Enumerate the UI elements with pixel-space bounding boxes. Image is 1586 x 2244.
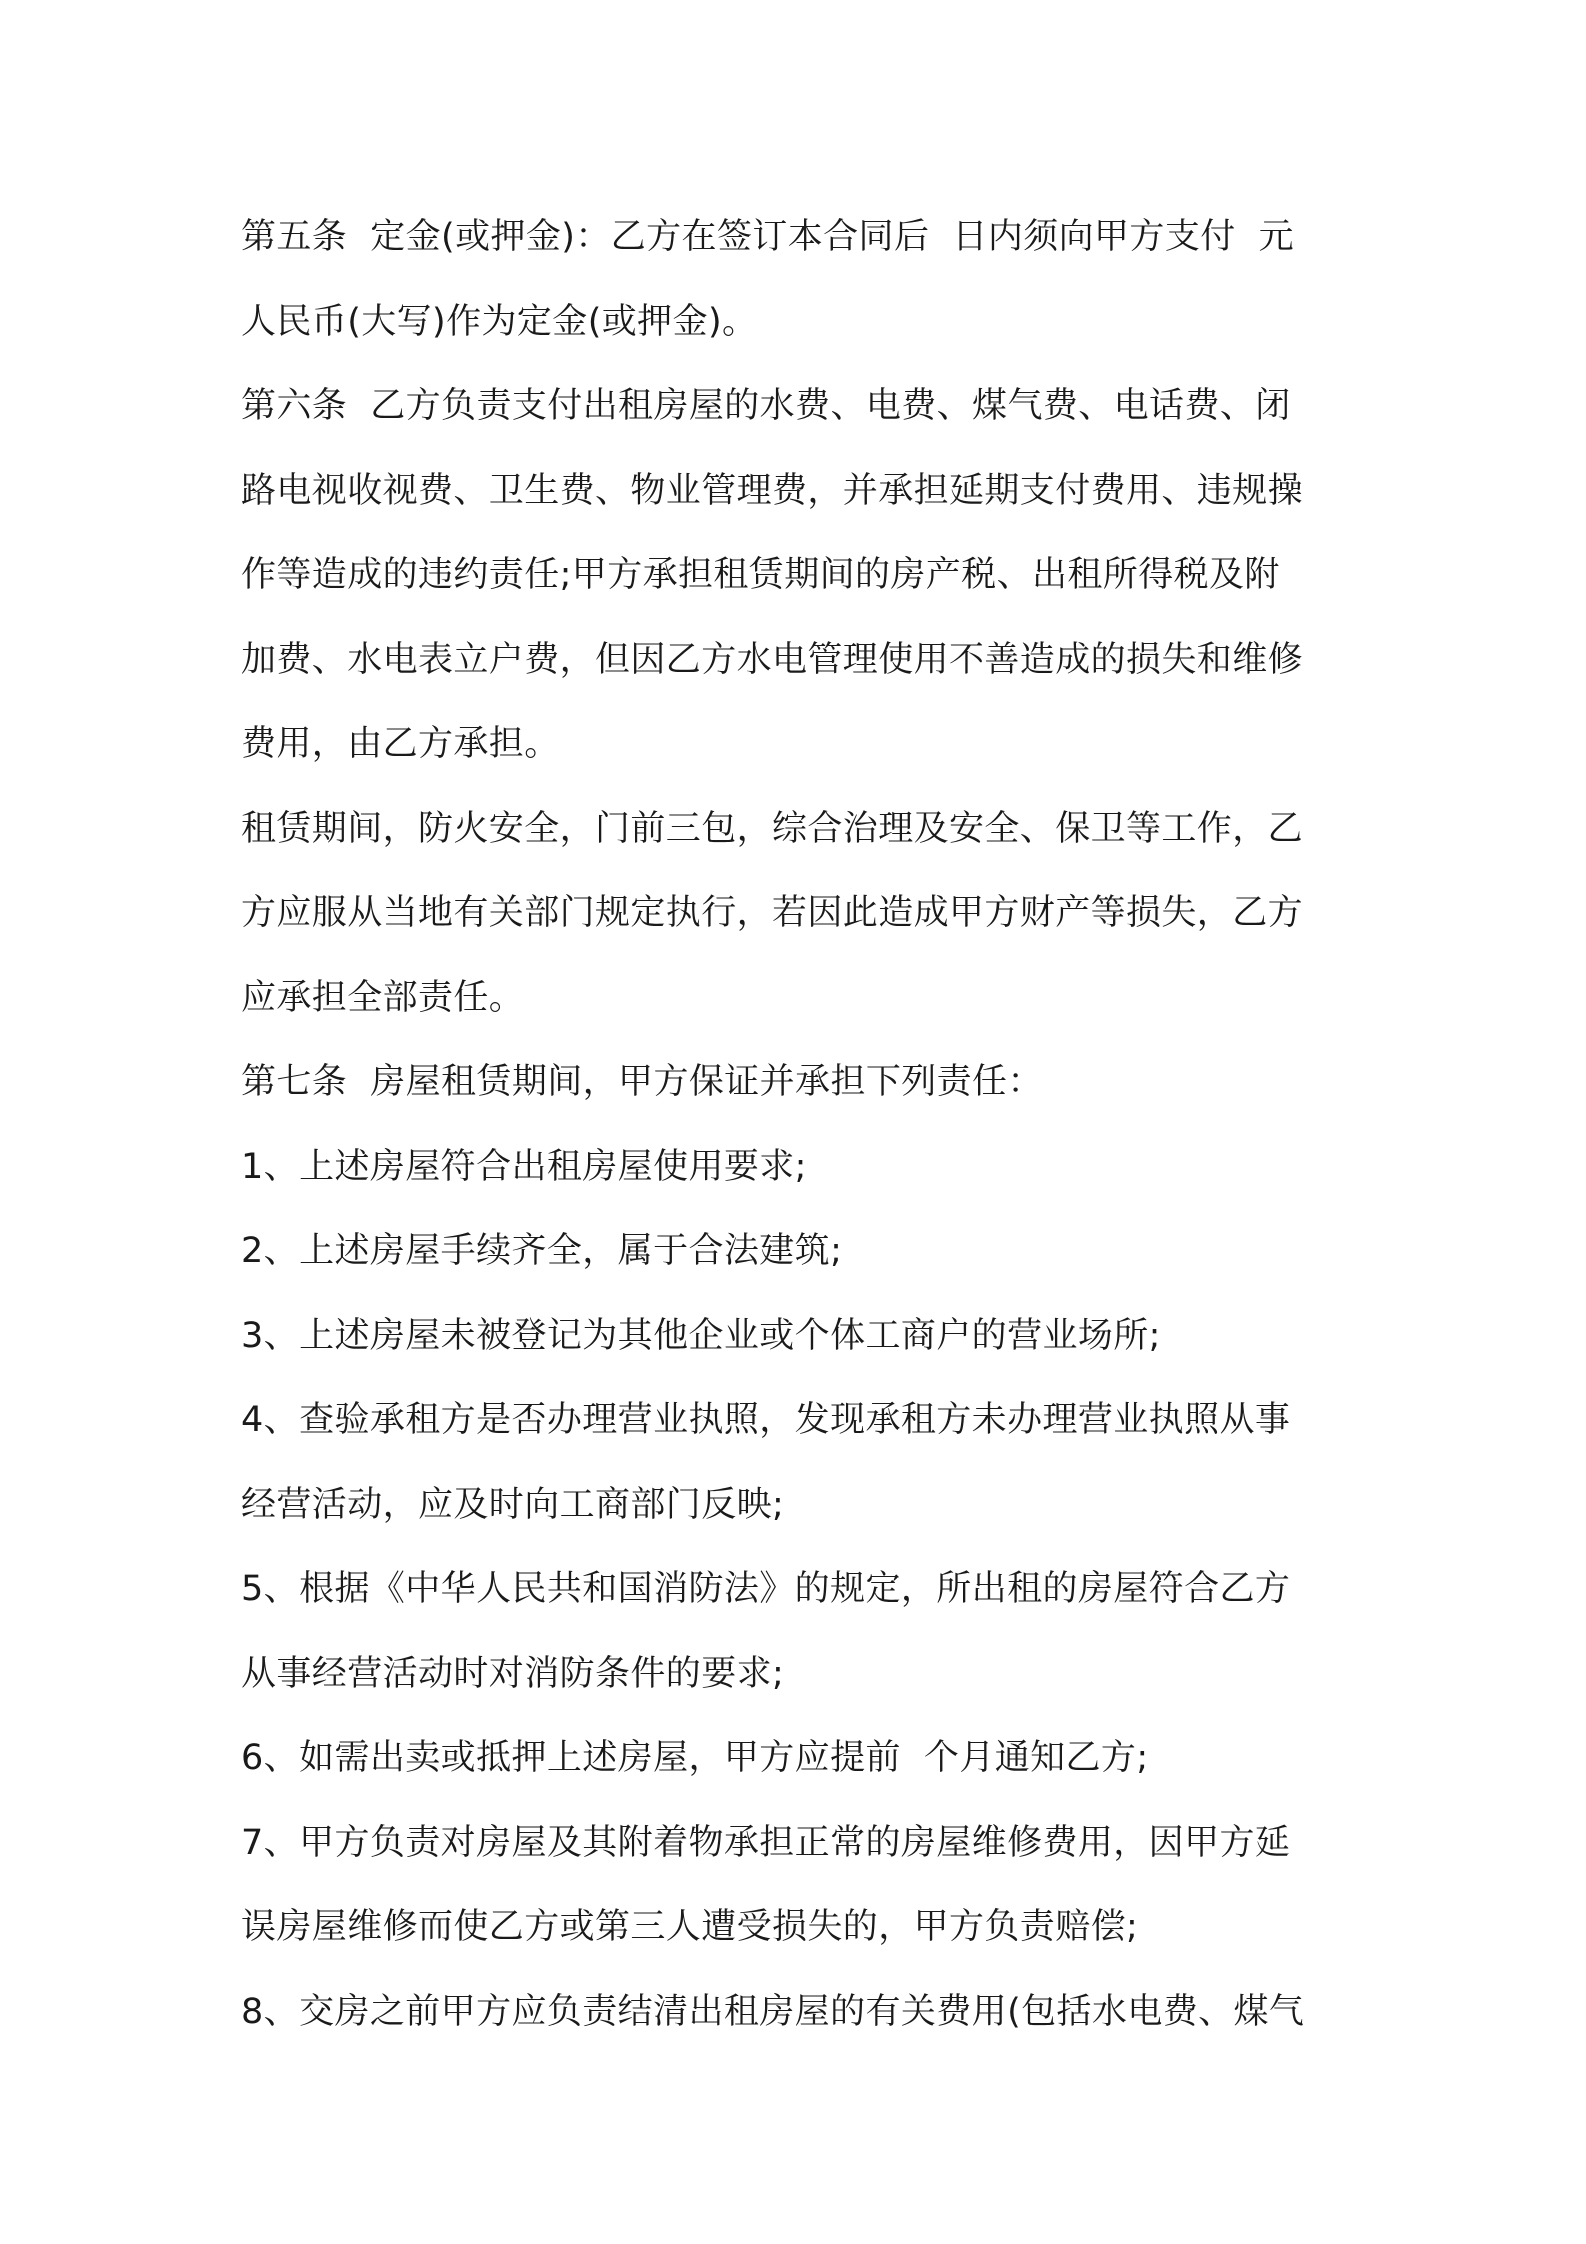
text-line: 作等造成的违约责任;甲方承担租赁期间的房产税、出租所得税及附 xyxy=(241,555,1280,595)
text-line: 第六条 乙方负责支付出租房屋的水费、电费、煤气费、电话费、闭 xyxy=(241,386,1291,426)
text-line: 路电视收视费、卫生费、物业管理费，并承担延期支付费用、违规操 xyxy=(241,470,1304,511)
text-line: 经营活动，应及时向工商部门反映; xyxy=(241,1484,785,1525)
text-line: 6、如需出卖或抵押上述房屋，甲方应提前 个月通知乙方; xyxy=(241,1738,1149,1778)
text-line: 加费、水电表立户费，但因乙方水电管理使用不善造成的损失和维修 xyxy=(241,639,1304,680)
text-line: 第五条 定金(或押金)：乙方在签订本合同后 日内须向甲方支付 元 xyxy=(241,217,1295,257)
text-line: 8、交房之前甲方应负责结清出租房屋的有关费用(包括水电费、煤气 xyxy=(241,1991,1305,2032)
text-line: 2、上述房屋手续齐全，属于合法建筑; xyxy=(241,1231,843,1271)
text-line: 第七条 房屋租赁期间，甲方保证并承担下列责任： xyxy=(241,1062,1043,1102)
text-line: 应承担全部责任。 xyxy=(241,977,525,1018)
text-line: 租赁期间，防火安全，门前三包，综合治理及安全、保卫等工作，乙 xyxy=(241,808,1304,849)
text-line: 从事经营活动时对消防条件的要求; xyxy=(241,1653,785,1694)
text-line: 5、根据《中华人民共和国消防法》的规定，所出租的房屋符合乙方 xyxy=(241,1569,1291,1609)
text-line: 3、上述房屋未被登记为其他企业或个体工商户的营业场所; xyxy=(241,1315,1161,1356)
text-line: 方应服从当地有关部门规定执行，若因此造成甲方财产等损失，乙方 xyxy=(241,893,1304,933)
text-line: 误房屋维修而使乙方或第三人遭受损失的，甲方负责赔偿; xyxy=(241,1907,1139,1947)
text-line: 1、上述房屋符合出租房屋使用要求; xyxy=(241,1146,807,1187)
text-line: 7、甲方负责对房屋及其附着物承担正常的房屋维修费用，因甲方延 xyxy=(241,1822,1291,1863)
text-line: 人民币(大写)作为定金(或押金)。 xyxy=(241,301,758,342)
text-line: 4、查验承租方是否办理营业执照，发现承租方未办理营业执照从事 xyxy=(241,1400,1291,1440)
document-body xyxy=(241,195,1361,2054)
text-line: 费用，由乙方承担。 xyxy=(241,724,560,764)
